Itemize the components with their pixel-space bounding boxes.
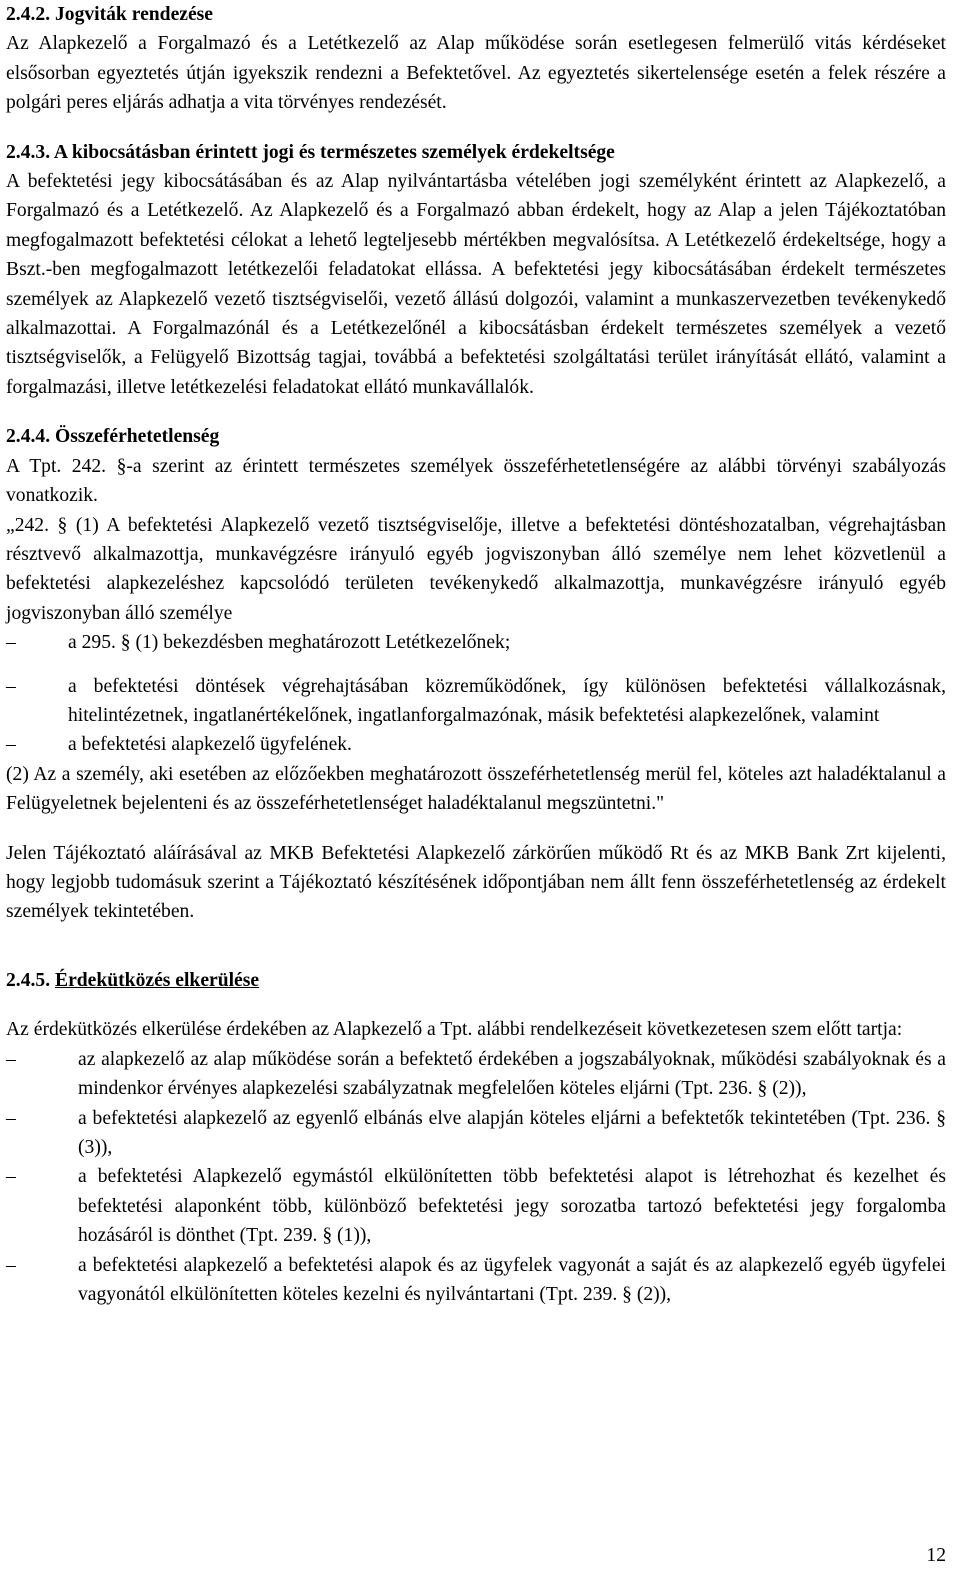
list-item — [6, 628, 946, 657]
list-item — [6, 730, 946, 759]
dash-bullet: – — [6, 632, 16, 654]
section-heading: 2.4.3. A kibocsátásban érintett jogi és természetes személyek érdekeltsége — [6, 141, 615, 163]
section-2-4-2 — [6, 0, 946, 118]
list-item-text: a 295. § (1) bekezdésben meghatározott Letétkezelőnek; — [68, 632, 511, 654]
section-heading-title: Érdekütközés elkerülése — [55, 970, 260, 992]
dash-bullet: – — [6, 675, 16, 697]
section-intro: Az érdekütközés elkerülése érdekében az Alapkezelő a Tpt. alábbi rendelkezéseit következetesen szem előtt tartja: — [6, 1019, 903, 1041]
law-quote: „242. § (1) A befektetési Alapkezelő vezető tisztségviselője, illetve a befektetési döntéshozatalban, végrehajtásban résztvevő alkalmazottja, munkavégzésre irányuló egyéb jogviszonyban álló személye nem lehet közvetlenül a befektetési alapkezeléshez kapcsolódó területen tevékenykedő alkalmazottja, munkavégzésre irányuló egyéb jogviszonyban álló személye — [6, 514, 946, 624]
section-paragraph: A befektetési jegy kibocsátásában és az Alap nyilvántartásba vételében jogi személyként érintett az Alapkezelő, a Forgalmazó és a Letétkezelő. Az Alapkezelő és a Forgalmazó abban érdekelt, hogy az Alap a jelen Tájékoztatóban megfogalmazott befektetési célokat a lehető legteljesebb mértékben megvalósítsa. A Letétkezelő érdekeltsége, hogy a Bszt.-ben megfogalmazott letétkezelői feladatokat ellássa. A befektetési jegy kibocsátásában érdekelt természetes személyek az Alapkezelő vezető tisztségviselői, vezető állású dolgozói, valamint a munkaszervezetben tevékenykedő alkalmazottai. A Forgalmazónál és a Letétkezelőnél a kibocsátásban érdekelt természetes személyek a vezető tisztségviselők, a Felügyelő Bizottság tagjai, továbbá a befektetési szolgáltatási terület irányítását ellátó, valamint a forgalmazási, illetve letétkezelési feladatokat ellátó munkavállalók. — [6, 171, 946, 398]
section-heading: 2.4.2. Jogviták rendezése — [6, 4, 213, 25]
list-item — [6, 1251, 946, 1310]
section-intro: A Tpt. 242. §-a szerint az érintett természetes személyek összeférhetetlenségére az alábbi törvényi szabályozás vonatkozik. — [6, 455, 946, 507]
list-item — [6, 1045, 946, 1104]
dash-bullet: – — [6, 734, 16, 756]
list-item — [6, 1104, 946, 1163]
page-number: 12 — [926, 1545, 946, 1566]
statement-paragraph: Jelen Tájékoztató aláírásával az MKB Befektetési Alapkezelő zárkörűen működő Rt és az MKB Bank Zrt kijelenti, hogy legjobb tudomásuk szerint a Tájékoztató készítésének időpontjában nem állt fenn összeférhetetlenség az érdekelt személyek tekintetében. — [6, 842, 946, 923]
list-item-text: a befektetési alapkezelő az egyenlő elbánás elve alapján köteles eljárni a befektetők tekintetében (Tpt. 236. § (3)), — [78, 1107, 946, 1158]
list-item — [6, 1162, 946, 1250]
list-item-text: a befektetési Alapkezelő egymástól elkülönítetten több befektetési alapot is létrehozhat és kezelhet és befektetési alaponként több, különböző befektetési jegy sorozatba tartozó befektetési jegy forgalomba hozásáról is dönthet (Tpt. 239. § (1)), — [78, 1166, 946, 1247]
list-item — [6, 672, 946, 731]
section-heading-number: 2.4.5. — [6, 970, 51, 992]
list-item-text: az alapkezelő az alap működése során a befektető érdekében a jogszabályoknak, működési szabályoknak és a mindenkor érvényes alapkezelési szabályzatnak megfelelően köteles eljárni (Tpt. 236. § (2)), — [78, 1048, 946, 1100]
list-item-text: a befektetési alapkezelő ügyfelének. — [68, 734, 352, 756]
section-heading: 2.4.4. Összeférhetetlenség — [6, 426, 220, 448]
section-2-4-4 — [6, 422, 946, 927]
section-2-4-3 — [6, 138, 946, 403]
dash-bullet: – — [6, 1048, 16, 1070]
list-item-text: a befektetési alapkezelő a befektetési alapok és az ügyfelek vagyonát a saját és az alapkezelő egyéb ügyfelei vagyonától elkülönítetten köteles kezelni és nyilvántartani (Tpt. 239. § (2)), — [78, 1254, 946, 1306]
dash-bullet: – — [6, 1166, 16, 1188]
section-paragraph: Az Alapkezelő a Forgalmazó és a Letétkezelő az Alap működése során esetlegesen felmerülő vitás kérdéseket elsősorban egyeztetés útján igyekszik rendezni a Befektetővel. Az egyeztetés sikertelensége esetén a felek részére a polgári peres eljárás adhatja a vita törvényes rendezését. — [6, 33, 946, 114]
law-paragraph-2: (2) Az a személy, aki esetében az előzőekben meghatározott összeférhetetlenség merül fel, köteles azt haladéktalanul a Felügyeletnek bejelenteni és az összeférhetetlenséget haladéktalanul megszüntetni." — [6, 763, 946, 815]
list-item-text: a befektetési döntések végrehajtásában közreműködőnek, így különösen befektetési vállalkozásnak, hitelintézetnek, ingatlanértékelőnek, ingatlanforgalmazónak, másik befektetési alapkezelőnek, valamint — [68, 675, 946, 726]
document-page — [6, 0, 946, 1309]
section-2-4-5 — [6, 966, 946, 1309]
dash-bullet: – — [6, 1254, 16, 1276]
section-heading — [6, 966, 946, 995]
dash-bullet: – — [6, 1107, 16, 1129]
